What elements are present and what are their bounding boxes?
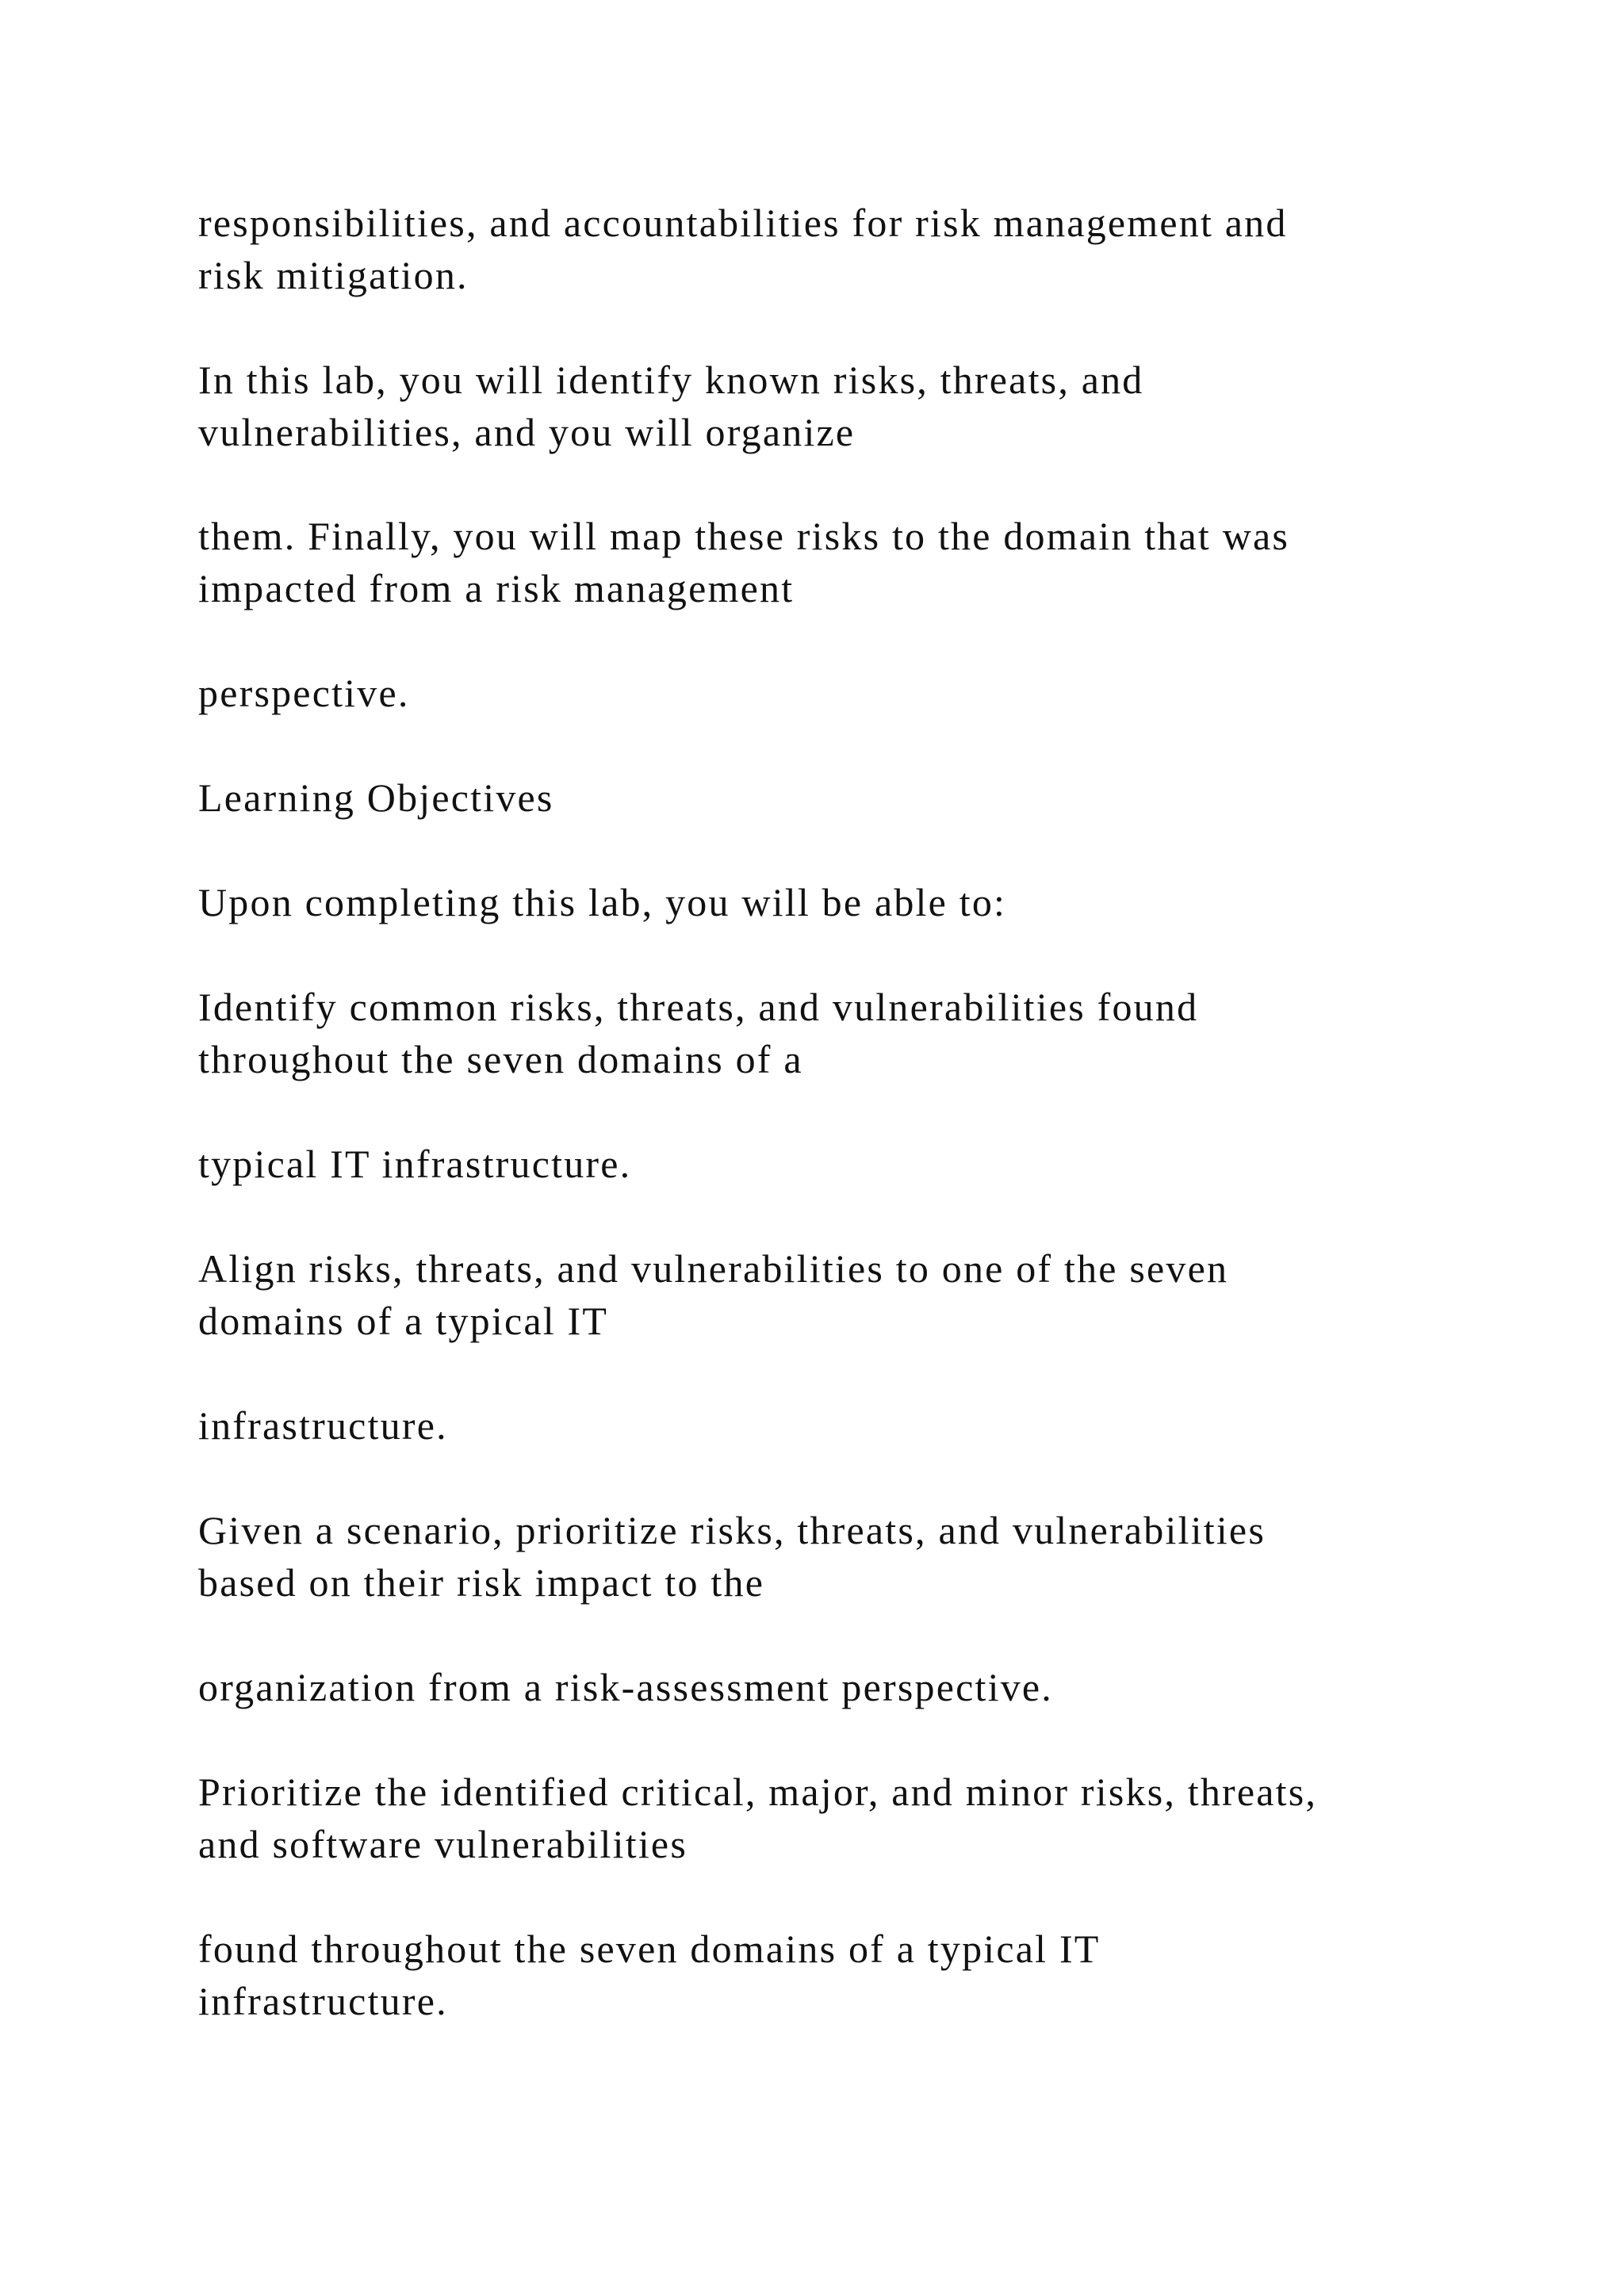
text-line: Upon completing this lab, you will be able to: xyxy=(198,880,1007,924)
objective-align-risks xyxy=(198,1242,1546,1347)
text-line: Align risks, threats, and vulnerabilities to one of the seven xyxy=(198,1246,1229,1291)
objective-prioritize-scenario-cont xyxy=(198,1661,1546,1713)
text-line: and software vulnerabilities xyxy=(198,1822,688,1866)
paragraph-intro-responsibilities xyxy=(198,197,1546,301)
text-line: infrastructure. xyxy=(198,1403,448,1448)
paragraph-map-risks xyxy=(198,510,1546,614)
text-line: impacted from a risk management xyxy=(198,566,795,610)
text-line: Identify common risks, threats, and vulnerabilities found xyxy=(198,985,1199,1029)
text-line: risk mitigation. xyxy=(198,253,469,297)
text-line: typical IT infrastructure. xyxy=(198,1142,632,1186)
text-line: perspective. xyxy=(198,671,410,715)
objective-identify-risks-cont xyxy=(198,1138,1546,1190)
text-line: throughout the seven domains of a xyxy=(198,1037,803,1081)
objective-prioritize-critical-cont xyxy=(198,1923,1546,2027)
paragraph-lab-overview xyxy=(198,354,1546,458)
text-line: domains of a typical IT xyxy=(198,1299,609,1343)
text-line: responsibilities, and accountabilities for risk management and xyxy=(198,201,1288,245)
text-line: infrastructure. xyxy=(198,1979,448,2023)
text-line: Given a scenario, prioritize risks, threats, and vulnerabilities xyxy=(198,1508,1266,1552)
text-line: Learning Objectives xyxy=(198,775,554,820)
text-line: In this lab, you will identify known risks, threats, and xyxy=(198,358,1144,402)
section-heading-learning-objectives xyxy=(198,771,1546,824)
paragraph-upon-completing xyxy=(198,876,1546,928)
objective-align-risks-cont xyxy=(198,1399,1546,1452)
text-line: vulnerabilities, and you will organize xyxy=(198,410,856,454)
text-line: found throughout the seven domains of a typical IT xyxy=(198,1927,1101,1971)
objective-prioritize-critical xyxy=(198,1766,1546,1870)
objective-prioritize-scenario xyxy=(198,1504,1546,1609)
text-line: based on their risk impact to the xyxy=(198,1560,765,1605)
objective-identify-risks xyxy=(198,981,1546,1085)
paragraph-perspective xyxy=(198,667,1546,719)
text-line: Prioritize the identified critical, major, and minor risks, threats, xyxy=(198,1770,1318,1814)
text-line: them. Finally, you will map these risks to the domain that was xyxy=(198,514,1290,558)
text-line: organization from a risk-assessment perspective. xyxy=(198,1665,1053,1709)
